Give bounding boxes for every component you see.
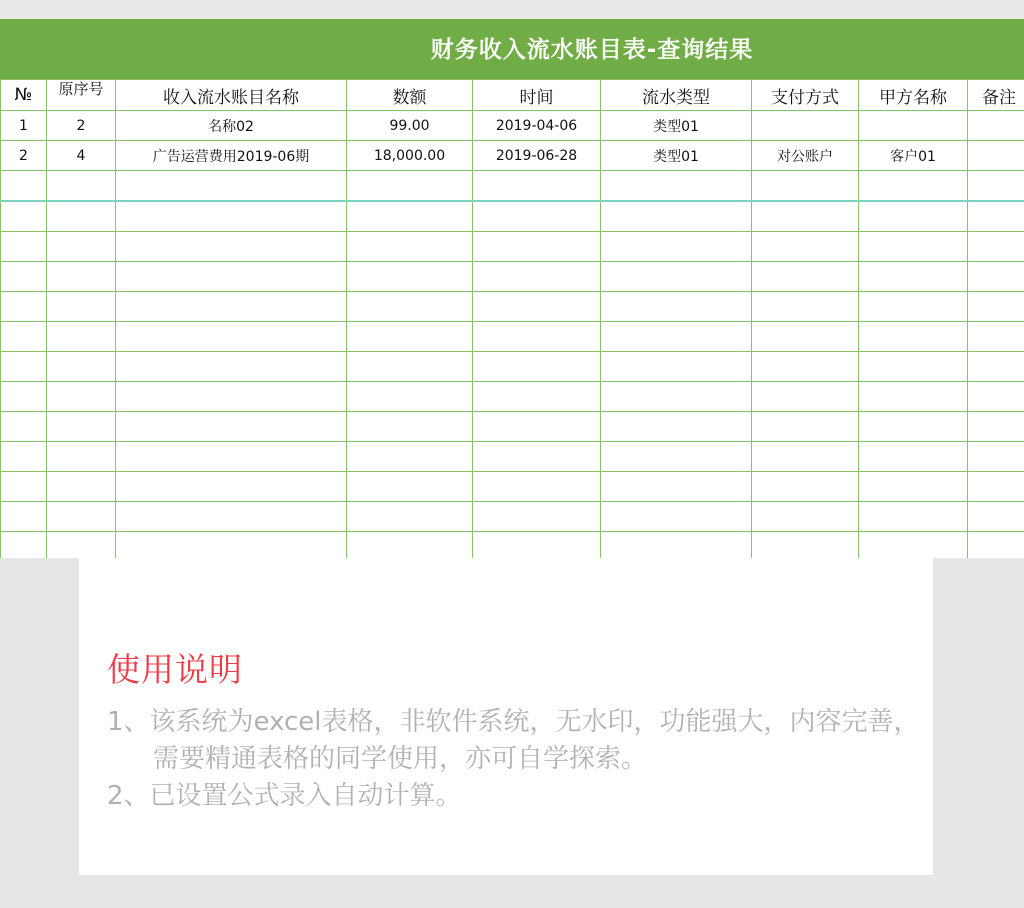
empty-cell[interactable] (1, 472, 47, 502)
top-margin (0, 0, 1024, 19)
empty-cell[interactable] (116, 412, 347, 442)
empty-cell[interactable] (116, 532, 347, 559)
empty-cell[interactable] (473, 322, 601, 352)
empty-cell[interactable] (968, 382, 1024, 412)
empty-cell[interactable] (968, 262, 1024, 292)
empty-cell[interactable] (859, 532, 968, 559)
col-header-date[interactable]: 时间 (473, 80, 601, 111)
empty-cell[interactable] (347, 442, 473, 472)
empty-cell[interactable] (347, 412, 473, 442)
empty-row (1, 472, 1024, 502)
cell-flow-type[interactable]: 类型01 (601, 141, 752, 171)
empty-row (1, 352, 1024, 382)
col-header-flow-type[interactable]: 流水类型 (601, 80, 752, 111)
empty-cell[interactable] (859, 201, 968, 232)
empty-row (1, 262, 1024, 292)
empty-cell[interactable] (1, 201, 47, 232)
empty-cell[interactable] (601, 532, 752, 559)
empty-cell[interactable] (752, 382, 859, 412)
empty-cell[interactable] (1, 412, 47, 442)
empty-cell[interactable] (47, 322, 116, 352)
empty-cell[interactable] (473, 382, 601, 412)
empty-cell[interactable] (752, 201, 859, 232)
instruction-item: 1、该系统为excel表格，非软件系统，无水印，功能强大，内容完善，需要精通表格的同学使用，亦可自学探索。 (107, 707, 920, 774)
empty-cell[interactable] (116, 382, 347, 412)
empty-cell[interactable] (859, 171, 968, 202)
empty-row (1, 532, 1024, 559)
empty-cell[interactable] (347, 502, 473, 532)
sheet-title: 财务收入流水账目表-查询结果 (430, 37, 754, 63)
instructions-list (107, 704, 927, 815)
empty-cell[interactable] (859, 382, 968, 412)
empty-cell[interactable] (859, 322, 968, 352)
empty-cell[interactable] (1, 442, 47, 472)
empty-cell[interactable] (47, 472, 116, 502)
empty-cell[interactable] (1, 292, 47, 322)
empty-cell[interactable] (1, 502, 47, 532)
empty-cell[interactable] (859, 292, 968, 322)
empty-row (1, 232, 1024, 262)
empty-cell[interactable] (752, 532, 859, 559)
empty-cell[interactable] (859, 352, 968, 382)
empty-cell[interactable] (968, 532, 1024, 559)
empty-cell[interactable] (116, 262, 347, 292)
empty-cell[interactable] (859, 232, 968, 262)
empty-cell[interactable] (968, 442, 1024, 472)
empty-cell[interactable] (859, 442, 968, 472)
empty-cell[interactable] (47, 201, 116, 232)
empty-cell[interactable] (752, 171, 859, 202)
cell-amount[interactable]: 99.00 (347, 111, 473, 141)
empty-cell[interactable] (1, 171, 47, 202)
cell-original-index[interactable]: 2 (47, 111, 116, 141)
empty-cell[interactable] (347, 472, 473, 502)
empty-cell[interactable] (116, 442, 347, 472)
cell-date[interactable]: 2019-06-28 (473, 141, 601, 171)
empty-cell[interactable] (859, 412, 968, 442)
empty-cell[interactable] (116, 232, 347, 262)
empty-cell[interactable] (968, 322, 1024, 352)
table-row (1, 111, 1024, 141)
empty-cell[interactable] (1, 532, 47, 559)
cell-item-name[interactable]: 广告运营费用2019-06期 (116, 141, 347, 171)
empty-cell[interactable] (601, 232, 752, 262)
empty-cell[interactable] (116, 502, 347, 532)
empty-row (1, 201, 1024, 232)
empty-cell[interactable] (473, 502, 601, 532)
empty-cell[interactable] (473, 532, 601, 559)
empty-cell[interactable] (47, 412, 116, 442)
empty-cell[interactable] (1, 382, 47, 412)
empty-cell[interactable] (601, 201, 752, 232)
empty-cell[interactable] (859, 502, 968, 532)
empty-cell[interactable] (347, 262, 473, 292)
cell-flow-type[interactable]: 类型01 (601, 111, 752, 141)
empty-cell[interactable] (752, 442, 859, 472)
empty-cell[interactable] (968, 412, 1024, 442)
empty-row (1, 171, 1024, 202)
empty-cell[interactable] (347, 232, 473, 262)
empty-cell[interactable] (752, 502, 859, 532)
empty-cell[interactable] (116, 472, 347, 502)
empty-cell[interactable] (473, 171, 601, 202)
empty-cell[interactable] (601, 382, 752, 412)
empty-cell[interactable] (968, 171, 1024, 202)
empty-cell[interactable] (968, 502, 1024, 532)
empty-cell[interactable] (601, 412, 752, 442)
empty-cell[interactable] (601, 292, 752, 322)
empty-cell[interactable] (473, 201, 601, 232)
empty-cell[interactable] (752, 412, 859, 442)
empty-cell[interactable] (347, 532, 473, 559)
empty-cell[interactable] (116, 352, 347, 382)
empty-cell[interactable] (347, 382, 473, 412)
cell-remarks[interactable] (968, 111, 1024, 141)
empty-cell[interactable] (473, 292, 601, 322)
empty-cell[interactable] (116, 292, 347, 322)
empty-cell[interactable] (473, 262, 601, 292)
empty-cell[interactable] (1, 262, 47, 292)
empty-cell[interactable] (859, 472, 968, 502)
cell-original-index[interactable]: 4 (47, 141, 116, 171)
cell-amount[interactable]: 18,000.00 (347, 141, 473, 171)
empty-cell[interactable] (752, 292, 859, 322)
empty-cell[interactable] (601, 352, 752, 382)
cell-no[interactable]: 1 (1, 111, 47, 141)
instructions-title: 使用说明 (107, 650, 243, 689)
empty-cell[interactable] (601, 262, 752, 292)
empty-cell[interactable] (601, 472, 752, 502)
empty-cell[interactable] (601, 442, 752, 472)
empty-cell[interactable] (116, 171, 347, 202)
cell-party-a[interactable]: 客户01 (859, 141, 968, 171)
empty-cell[interactable] (752, 262, 859, 292)
title-bar (0, 19, 1024, 79)
empty-cell[interactable] (473, 232, 601, 262)
empty-cell[interactable] (473, 412, 601, 442)
empty-cell[interactable] (968, 292, 1024, 322)
empty-cell[interactable] (47, 232, 116, 262)
empty-cell[interactable] (752, 322, 859, 352)
empty-cell[interactable] (47, 442, 116, 472)
empty-row (1, 442, 1024, 472)
empty-cell[interactable] (47, 352, 116, 382)
empty-cell[interactable] (1, 352, 47, 382)
empty-cell[interactable] (752, 352, 859, 382)
empty-cell[interactable] (752, 232, 859, 262)
empty-cell[interactable] (473, 472, 601, 502)
empty-cell[interactable] (473, 442, 601, 472)
col-header-item-name[interactable]: 收入流水账目名称 (116, 80, 347, 111)
empty-cell[interactable] (1, 232, 47, 262)
empty-cell[interactable] (47, 262, 116, 292)
col-header-party-a[interactable]: 甲方名称 (859, 80, 968, 111)
empty-cell[interactable] (347, 171, 473, 202)
empty-cell[interactable] (968, 201, 1024, 232)
ledger-table (0, 79, 1024, 558)
instructions-card (79, 558, 933, 875)
cell-item-name[interactable]: 名称02 (116, 111, 347, 141)
empty-cell[interactable] (347, 201, 473, 232)
empty-row (1, 502, 1024, 532)
col-header-remarks[interactable]: 备注 (968, 80, 1024, 111)
empty-cell[interactable] (968, 232, 1024, 262)
empty-cell[interactable] (347, 322, 473, 352)
empty-cell[interactable] (116, 201, 347, 232)
empty-cell[interactable] (1, 322, 47, 352)
cell-remarks[interactable] (968, 141, 1024, 171)
empty-row (1, 412, 1024, 442)
empty-row (1, 322, 1024, 352)
col-header-payment-method[interactable]: 支付方式 (752, 80, 859, 111)
col-header-amount[interactable]: 数额 (347, 80, 473, 111)
empty-cell[interactable] (47, 532, 116, 559)
empty-cell[interactable] (47, 382, 116, 412)
col-header-no[interactable]: № (1, 80, 47, 111)
empty-cell[interactable] (601, 322, 752, 352)
cell-payment-method[interactable] (752, 111, 859, 141)
col-header-original-index[interactable]: 原序号 (47, 80, 116, 111)
header-row (1, 80, 1024, 111)
spreadsheet-area (0, 19, 1024, 558)
empty-cell[interactable] (116, 322, 347, 352)
empty-cell[interactable] (859, 262, 968, 292)
empty-cell[interactable] (601, 171, 752, 202)
empty-row (1, 292, 1024, 322)
empty-cell[interactable] (47, 502, 116, 532)
cell-payment-method[interactable]: 对公账户 (752, 141, 859, 171)
empty-cell[interactable] (47, 171, 116, 202)
empty-cell[interactable] (752, 472, 859, 502)
instruction-item: 2、已设置公式录入自动计算。 (107, 781, 462, 811)
empty-cell[interactable] (968, 352, 1024, 382)
cell-party-a[interactable] (859, 111, 968, 141)
empty-cell[interactable] (601, 502, 752, 532)
empty-cell[interactable] (968, 472, 1024, 502)
empty-cell[interactable] (473, 352, 601, 382)
table-row (1, 141, 1024, 171)
empty-cell[interactable] (347, 292, 473, 322)
cell-date[interactable]: 2019-04-06 (473, 111, 601, 141)
empty-row (1, 382, 1024, 412)
empty-cell[interactable] (347, 352, 473, 382)
cell-no[interactable]: 2 (1, 141, 47, 171)
empty-cell[interactable] (47, 292, 116, 322)
